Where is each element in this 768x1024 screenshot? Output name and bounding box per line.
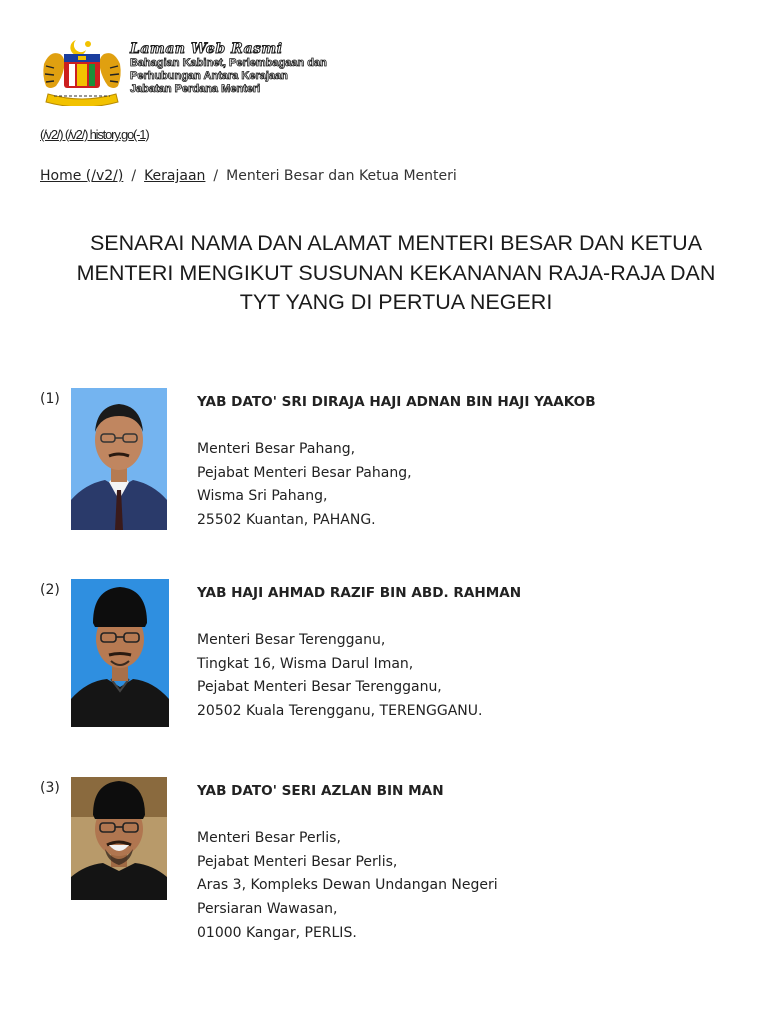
breadcrumb [40, 168, 457, 184]
breadcrumb-current: Menteri Besar dan Ketua Menteri [226, 168, 457, 184]
back-link[interactable]: (/v2/) (/v2/) history.go(-1) [40, 127, 149, 142]
address-line: 20502 Kuala Terengganu, TERENGGANU. [197, 702, 483, 719]
entry-number: (3) [40, 780, 60, 796]
list-item [40, 388, 730, 530]
breadcrumb-separator: / [131, 168, 137, 184]
entry-number: (2) [40, 582, 60, 598]
address-line: Menteri Besar Perlis, [197, 830, 341, 847]
address-line: Tingkat 16, Wisma Darul Iman, [197, 655, 414, 672]
breadcrumb-home-link[interactable]: Home (/v2/) [40, 168, 124, 184]
address-line: Pejabat Menteri Besar Terengganu, [197, 679, 442, 696]
portrait-2-icon [71, 579, 169, 727]
entry-name: YAB DATO' SRI DIRAJA HAJI ADNAN BIN HAJI YAAKOB [197, 394, 596, 410]
malaysia-coat-of-arms-icon [40, 36, 124, 106]
entry-details [197, 780, 498, 945]
portrait-3-icon [71, 777, 167, 900]
address-line: Aras 3, Kompleks Dewan Undangan Negeri [197, 877, 498, 894]
site-header[interactable] [40, 36, 340, 106]
address-line: Pejabat Menteri Besar Pahang, [197, 464, 412, 481]
list-item [40, 777, 730, 939]
breadcrumb-kerajaan-link[interactable]: Kerajaan [144, 168, 206, 184]
portrait-photo [71, 579, 169, 727]
site-title-line-1: Bahagian Kabinet, Perlembagaan dan [130, 57, 327, 69]
address-line: Menteri Besar Terengganu, [197, 632, 386, 649]
site-title-line-3: Jabatan Perdana Menteri [130, 83, 261, 95]
address-line: Persiaran Wawasan, [197, 900, 338, 917]
address-line: 01000 Kangar, PERLIS. [197, 924, 357, 941]
page-title: SENARAI NAMA DAN ALAMAT MENTERI BESAR DAN KETUA MENTERI MENGIKUT SUSUNAN KEKANANAN RAJA-RAJA DAN TYT YANG DI PERTUA NEGERI [76, 231, 716, 314]
portrait-photo [71, 388, 167, 530]
address-line: Pejabat Menteri Besar Perlis, [197, 853, 398, 870]
entry-name: YAB HAJI AHMAD RAZIF BIN ABD. RAHMAN [197, 585, 522, 601]
site-title-script: Laman Web Rasmi [130, 41, 283, 57]
list-item [40, 579, 730, 727]
portrait-1-icon [71, 388, 167, 530]
portrait-photo [71, 777, 167, 900]
entry-details [197, 391, 596, 533]
address-line: Menteri Besar Pahang, [197, 441, 356, 458]
address-line: Wisma Sri Pahang, [197, 488, 328, 505]
address-line: 25502 Kuantan, PAHANG. [197, 511, 376, 528]
breadcrumb-separator: / [213, 168, 219, 184]
entry-number: (1) [40, 391, 60, 407]
site-title [130, 42, 340, 96]
entry-details [197, 582, 521, 724]
site-title-line-2: Perhubungan Antara Kerajaan [130, 70, 288, 82]
entry-name: YAB DATO' SERI AZLAN BIN MAN [197, 783, 444, 799]
